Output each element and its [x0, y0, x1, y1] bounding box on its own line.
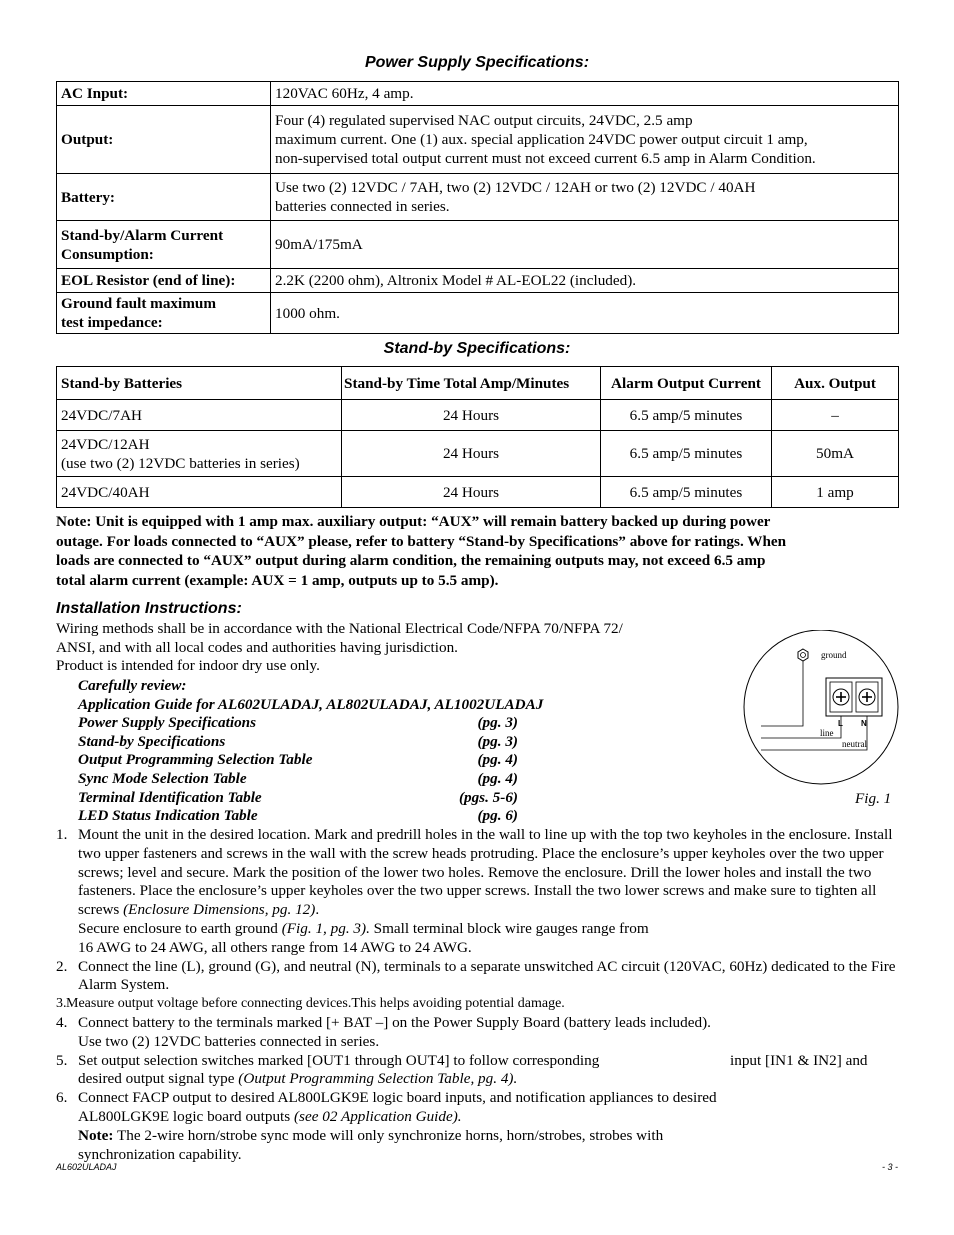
- list-item: [56, 958, 901, 996]
- list-item: [78, 714, 548, 733]
- spec-value-line: maximum current. One (1) aux. special application 24VDC power output circuit 1 amp,: [275, 131, 808, 148]
- step-text: Connect the line (L), ground (G), and neutral (N), terminals to a separate unswitched AC circuit (120VAC, 60Hz) dedicated to the Fire Alarm System.: [78, 957, 896, 994]
- column-header: Alarm Output Current: [601, 367, 772, 400]
- column-header: Stand-by Time Total Amp/Minutes: [342, 367, 601, 400]
- review-item-name: Output Programming Selection Table: [78, 751, 313, 769]
- column-header: Aux. Output: [772, 367, 899, 400]
- step-number: 1.: [56, 826, 68, 843]
- standby-spec-title: Stand-by Specifications:: [383, 340, 571, 357]
- terminal-block-icon: [826, 678, 882, 716]
- spec-value-line: non-supervised total output current must not exceed current 6.5 amp in Alarm Condition.: [275, 150, 816, 167]
- footer-model: AL602ULADAJ: [56, 1162, 117, 1172]
- spec-value-line: Use two (2) 12VDC / 7AH, two (2) 12VDC / 12AH or two (2) 12VDC / 40AH: [275, 179, 756, 196]
- figure-caption: Fig. 1: [855, 790, 892, 807]
- list-item: [78, 751, 548, 770]
- step-number: 6.: [56, 1089, 68, 1107]
- review-item-page: (pg. 4): [477, 751, 518, 769]
- step-text: AL800LGK9E logic board outputs: [78, 1107, 294, 1125]
- spec-value-line: Four (4) regulated supervised NAC output circuits, 24VDC, 2.5 amp: [275, 112, 693, 129]
- table-row: [57, 477, 899, 508]
- spec-label-line: test impedance:: [61, 314, 163, 331]
- step-number: 3.: [56, 996, 67, 1012]
- ground-screw-icon: [798, 649, 808, 661]
- spec-label-line: Consumption:: [61, 245, 154, 263]
- review-item-page: (pgs. 5-6): [458, 788, 518, 806]
- spec-value: [271, 106, 899, 174]
- note-line: total alarm current (example: AUX = 1 amp, outputs up to 5.5 amp).: [56, 571, 499, 589]
- step-text: Connect battery to the terminals marked [+ BAT –] on the Power Supply Board (battery leads included).: [78, 1013, 711, 1031]
- battery-line: 24VDC/12AH: [61, 435, 150, 453]
- ground-label: ground: [821, 650, 847, 660]
- step-reference: (Fig. 1, pg. 3).: [281, 919, 370, 937]
- column-header: Stand-by Batteries: [57, 367, 342, 400]
- step-text: input [IN1 & IN2] and: [730, 1051, 868, 1069]
- review-item-name: Terminal Identification Table: [78, 788, 262, 806]
- step-text: synchronization capability.: [78, 1145, 242, 1163]
- review-item-page: (pg. 3): [477, 732, 518, 750]
- spec-label: Battery:: [57, 174, 271, 221]
- step-reference: (see 02 Application Guide).: [293, 1107, 462, 1125]
- alarm-cell: 6.5 amp/5 minutes: [601, 400, 772, 431]
- terminal-l-label: L: [838, 719, 843, 728]
- time-cell: 24 Hours: [342, 477, 601, 508]
- table-row: [57, 106, 899, 174]
- review-item-name: LED Status Indication Table: [78, 807, 258, 825]
- alarm-cell: 6.5 amp/5 minutes: [601, 431, 772, 477]
- list-item: [56, 995, 901, 1014]
- note-line: Note: Unit is equipped with 1 amp max. auxiliary output: “AUX” will remain battery backed up during power: [56, 513, 771, 530]
- step-text: .: [315, 901, 320, 919]
- spec-label-line: Ground fault maximum: [61, 295, 216, 312]
- step-text: Small terminal block wire gauges range from: [369, 919, 649, 937]
- power-spec-title: Power Supply Specifications:: [364, 54, 590, 71]
- note-line: outage. For loads connected to “AUX” please, refer to battery “Stand-by Specifications” above for ratings. When: [56, 532, 787, 550]
- spec-value: 2.2K (2200 ohm), Altronix Model # AL-EOL22 (included).: [271, 269, 899, 293]
- step-reference: (Enclosure Dimensions, pg. 12): [123, 901, 316, 919]
- standby-spec-table: [56, 366, 899, 508]
- aux-cell: 1 amp: [772, 477, 899, 508]
- list-item: [78, 733, 548, 752]
- installation-intro: [56, 620, 736, 676]
- terminal-n-label: N: [861, 719, 867, 728]
- spec-value: 120VAC 60Hz, 4 amp.: [271, 82, 899, 106]
- power-spec-table: [56, 81, 899, 334]
- time-cell: 24 Hours: [342, 431, 601, 477]
- list-item: [78, 770, 548, 789]
- ground-wiring-figure: [742, 630, 900, 785]
- aux-cell: 50mA: [772, 431, 899, 477]
- battery-cell: 24VDC/40AH: [57, 477, 342, 508]
- neutral-label: neutral: [842, 739, 867, 749]
- footer-page-number: - 3 -: [881, 1162, 898, 1172]
- spec-label: EOL Resistor (end of line):: [57, 269, 271, 293]
- step-text: Set output selection switches marked [OUT1 through OUT4] to follow corresponding: [78, 1051, 600, 1069]
- line-label: line: [820, 728, 834, 738]
- table-row: [57, 269, 899, 293]
- table-row: [57, 431, 899, 477]
- list-item: [56, 1089, 901, 1164]
- spec-value: 90mA/175mA: [271, 221, 899, 269]
- step-text: Secure enclosure to earth ground: [78, 919, 282, 937]
- step-text: Mount the unit in the desired location. Mark and predrill holes in the wall to line up with the top two keyholes in the enclosure. Install two upper fasteners and screws in the wall with the screw heads protruding. Place the enclosure’s upper keyholes over the two upper screws; level and secure. Mark the position of the lower two holes. Remove the enclosure. Drill the lower holes and install the two fasteners. Place the enclosure’s upper keyholes over the two upper screws. Install the two lower screws and make sure to tighten all screws: [78, 826, 893, 919]
- review-item-name: Sync Mode Selection Table: [78, 769, 247, 787]
- time-cell: 24 Hours: [342, 400, 601, 431]
- list-item: [56, 1014, 901, 1052]
- installation-steps: [56, 826, 901, 1164]
- step-reference: (Output Programming Selection Table, pg. 4).: [238, 1070, 518, 1088]
- spec-label: Output:: [57, 106, 271, 174]
- alarm-cell: 6.5 amp/5 minutes: [601, 477, 772, 508]
- spec-label: [57, 221, 271, 269]
- table-row: [57, 293, 899, 334]
- review-item-page: (pg. 4): [477, 769, 518, 787]
- table-row: [57, 400, 899, 431]
- aux-cell: –: [772, 400, 899, 431]
- spec-value-line: batteries connected in series.: [275, 198, 450, 215]
- list-item: [78, 789, 548, 808]
- review-heading: Carefully review:: [78, 677, 187, 694]
- review-item-page: (pg. 6): [477, 807, 518, 825]
- step-text: 16 AWG to 24 AWG, all others range from 14 AWG to 24 AWG.: [78, 938, 472, 956]
- table-row: [57, 221, 899, 269]
- spec-label: AC Input:: [57, 82, 271, 106]
- step-number: 5.: [56, 1051, 68, 1069]
- spec-value: [271, 174, 899, 221]
- intro-line: Wiring methods shall be in accordance with the National Electrical Code/NFPA 70/NFPA 72/: [56, 620, 623, 637]
- step-number: 2.: [56, 957, 68, 975]
- review-guide: Application Guide for AL602ULADAJ, AL802ULADAJ, AL1002ULADAJ: [78, 695, 544, 713]
- spec-label-line: Stand-by/Alarm Current: [61, 226, 224, 244]
- aux-note: [56, 512, 906, 590]
- spec-label: [57, 293, 271, 334]
- note-line: loads are connected to “AUX” output during alarm condition, the remaining outputs may, not exceed 6.5 amp: [56, 552, 766, 569]
- spec-value: 1000 ohm.: [271, 293, 899, 334]
- step-text: Connect FACP output to desired AL800LGK9E logic board inputs, and notification appliances to desired: [78, 1089, 717, 1107]
- intro-line: ANSI, and with all local codes and authorities having jurisdiction.: [56, 638, 458, 656]
- review-item-name: Stand-by Specifications: [78, 732, 226, 750]
- battery-line: (use two (2) 12VDC batteries in series): [61, 454, 300, 472]
- battery-cell: 24VDC/7AH: [57, 400, 342, 431]
- installation-title: Installation Instructions:: [56, 600, 242, 617]
- review-item-page: (pg. 3): [477, 714, 518, 732]
- step-text: Use two (2) 12VDC batteries connected in series.: [78, 1032, 380, 1050]
- step-text: desired output signal type: [78, 1070, 239, 1088]
- list-item: [78, 807, 548, 826]
- table-row: [57, 174, 899, 221]
- review-list: [78, 677, 548, 826]
- intro-line: Product is intended for indoor dry use only.: [56, 657, 320, 675]
- table-header-row: [57, 367, 899, 400]
- review-item-name: Power Supply Specifications: [78, 714, 257, 732]
- list-item: [56, 826, 901, 958]
- step-text: Measure output voltage before connecting devices.This helps avoiding potential damage.: [66, 996, 565, 1012]
- battery-cell: [57, 431, 342, 477]
- step-number: 4.: [56, 1013, 68, 1031]
- step-text: The 2-wire horn/strobe sync mode will only synchronize horns, horn/strobes, strobes with: [113, 1126, 664, 1144]
- table-row: [57, 82, 899, 106]
- note-label: Note:: [78, 1126, 114, 1144]
- list-item: [56, 1052, 901, 1090]
